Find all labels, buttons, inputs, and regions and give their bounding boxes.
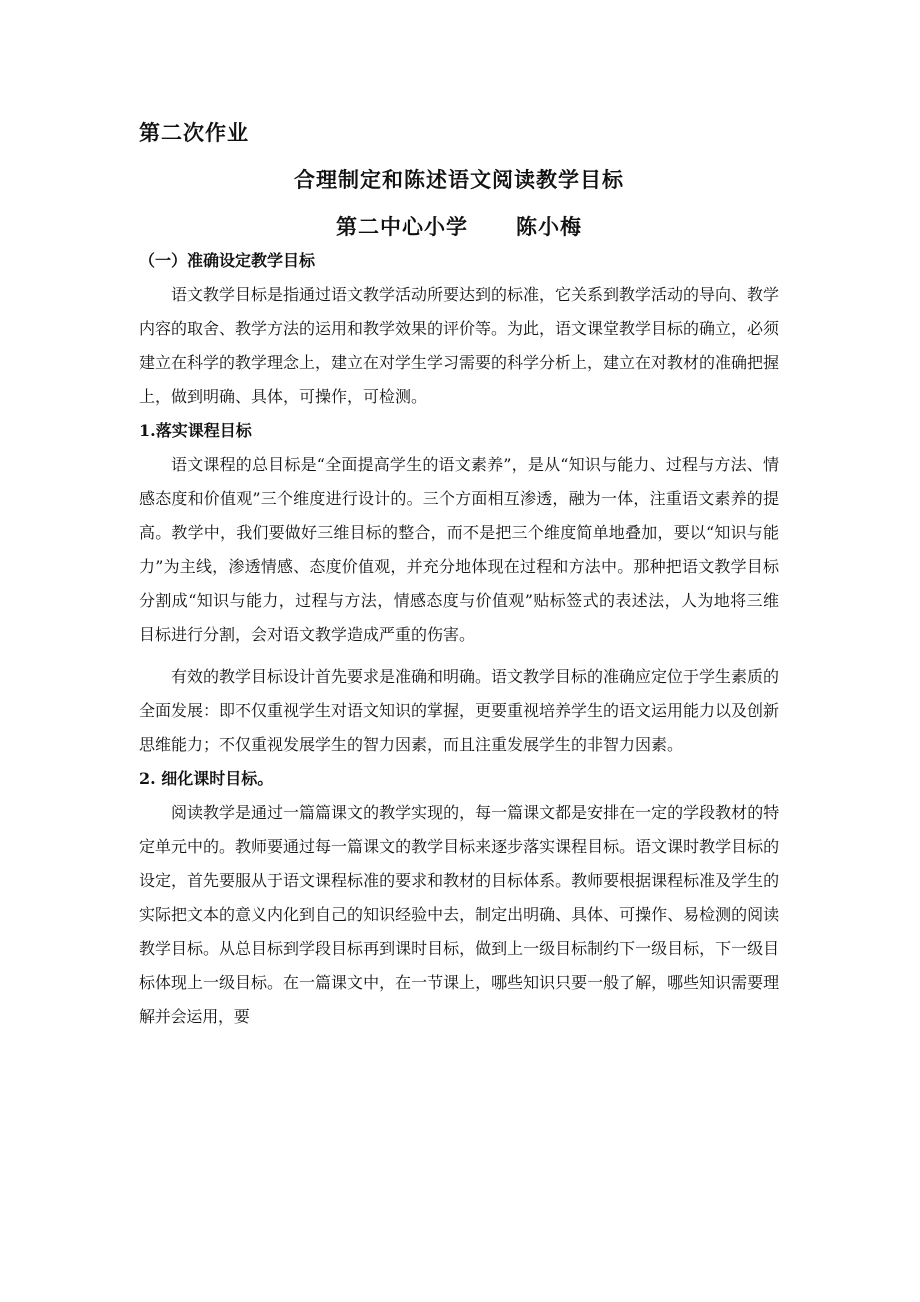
document-title: 合理制定和陈述语文阅读教学目标 bbox=[294, 167, 624, 192]
document-body bbox=[139, 118, 779, 1034]
paragraph: 阅读教学是通过一篇篇课文的教学实现的，每一篇课文都是安排在一定的学段教材的特定单元中的。教师要通过每一篇课文的教学目标来逐步落实课程目标。语文课时教学目标的设定，首先要服从于语文课程标准的要求和教材的目标体系。教师要根据课程标准及学生的实际把文本的意义内化到自己的知识经验中去，制定出明确、具体、可操作、易检测的阅读教学目标。从总目标到学段目标再到课时目标，做到上一级目标制约下一级目标，下一级目标体现上一级目标。在一篇课文中，在一节课上，哪些知识只要一般了解，哪些知识需要理解并会运用，要 bbox=[139, 803, 779, 1026]
assignment-label: 第二次作业 bbox=[139, 120, 249, 145]
school-name: 第二中心小学 bbox=[336, 214, 468, 239]
paragraph: 语文课程的总目标是“全面提高学生的语文素养”，是从“知识与能力、过程与方法、情感态度和价值观”三个维度进行设计的。三个方面相互渗透，融为一体，注重语文素养的提高。教学中，我们要做好三维目标的整合，而不是把三个维度简单地叠加，要以“知识与能力”为主线，渗透情感、态度价值观，并充分地体现在过程和方法中。那种把语文教学目标分割成“知识与能力，过程与方法，情感态度与价值观”贴标签式的表述法，人为地将三维目标进行分割，会对语文教学造成严重的伤害。 bbox=[139, 455, 779, 644]
paragraph: 有效的教学目标设计首先要求是准确和明确。语文教学目标的准确应定位于学生素质的全面发展：即不仅重视学生对语文知识的掌握，更要重视培养学生的语文运用能力以及创新思维能力；不仅重视发展学生的智力因素，而且注重发展学生的非智力因素。 bbox=[139, 667, 780, 754]
author-line bbox=[139, 212, 779, 242]
author-name: 陈小梅 bbox=[516, 214, 582, 239]
section-heading: （一）准确设定教学目标 bbox=[139, 251, 316, 270]
section-heading: 1.落实课程目标 bbox=[139, 421, 252, 440]
paragraph: 语文教学目标是指通过语文教学活动所要达到的标准，它关系到教学活动的导向、教学内容的取舍、教学方法的运用和教学效果的评价等。为此，语文课堂教学目标的确立，必须建立在科学的教学理念上，建立在对学生学习需要的科学分析上，建立在对教材的准确把握上，做到明确、具体，可操作，可检测。 bbox=[139, 285, 780, 406]
section-heading: 2. 细化课时目标。 bbox=[139, 769, 274, 788]
